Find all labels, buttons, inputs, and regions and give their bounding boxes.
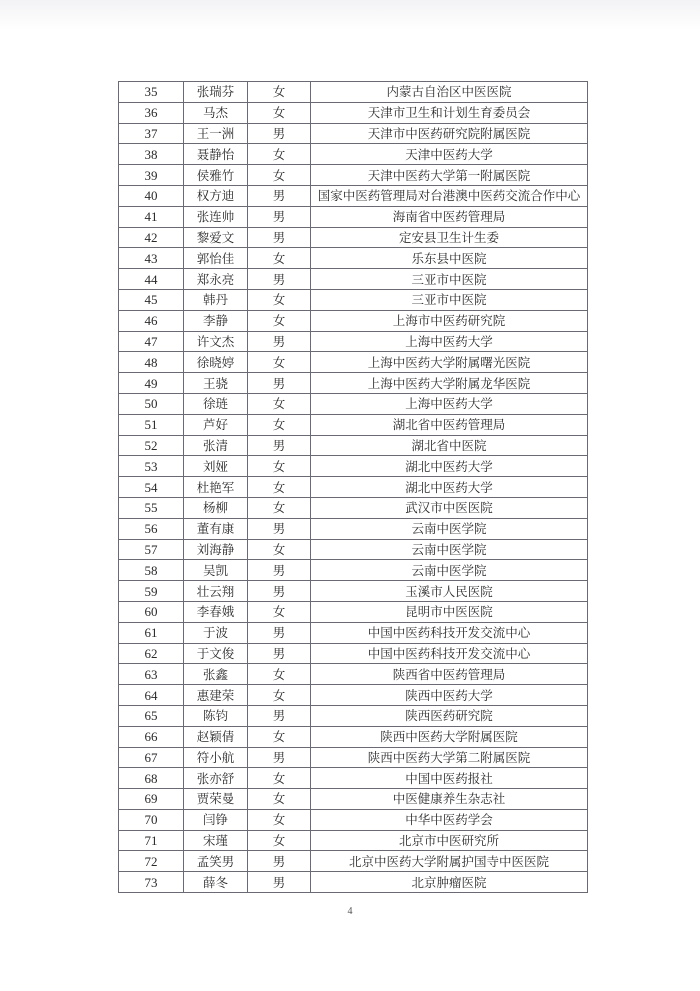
cell-name: 侯雅竹 [184,165,248,186]
cell-number: 71 [119,830,184,851]
table-row [119,331,588,352]
cell-name: 聂静怡 [184,144,248,165]
cell-organization: 三亚市中医院 [311,269,588,290]
cell-gender: 男 [248,123,311,144]
cell-gender: 女 [248,477,311,498]
cell-gender: 女 [248,497,311,518]
cell-number: 64 [119,685,184,706]
cell-name: 徐晓婷 [184,352,248,373]
cell-number: 66 [119,726,184,747]
cell-number: 56 [119,518,184,539]
cell-organization: 上海中医药大学 [311,393,588,414]
table-row [119,477,588,498]
cell-name: 陈钧 [184,705,248,726]
table-row [119,227,588,248]
cell-name: 张瑞芬 [184,82,248,103]
cell-organization: 三亚市中医院 [311,289,588,310]
cell-number: 44 [119,269,184,290]
cell-name: 权方迪 [184,185,248,206]
cell-gender: 男 [248,269,311,290]
cell-gender: 女 [248,289,311,310]
cell-gender: 女 [248,726,311,747]
cell-organization: 陕西中医药大学 [311,685,588,706]
cell-name: 于波 [184,622,248,643]
cell-organization: 武汉市中医医院 [311,497,588,518]
cell-organization: 北京市中医研究所 [311,830,588,851]
table-row [119,789,588,810]
cell-organization: 乐东县中医院 [311,248,588,269]
table-row [119,144,588,165]
table-row [119,539,588,560]
cell-gender: 男 [248,185,311,206]
cell-gender: 男 [248,851,311,872]
cell-organization: 湖北省中医院 [311,435,588,456]
cell-organization: 上海中医药大学 [311,331,588,352]
table-row [119,435,588,456]
cell-gender: 男 [248,747,311,768]
cell-name: 徐琏 [184,393,248,414]
cell-number: 58 [119,560,184,581]
cell-number: 65 [119,705,184,726]
cell-organization: 湖北省中医药管理局 [311,414,588,435]
cell-name: 李春娥 [184,601,248,622]
cell-number: 38 [119,144,184,165]
cell-name: 张鑫 [184,664,248,685]
cell-organization: 昆明市中医医院 [311,601,588,622]
scan-top-shade [0,0,700,30]
cell-gender: 男 [248,227,311,248]
cell-number: 57 [119,539,184,560]
cell-number: 39 [119,165,184,186]
cell-organization: 天津中医药大学第一附属医院 [311,165,588,186]
table-row [119,643,588,664]
table-row [119,726,588,747]
cell-name: 许文杰 [184,331,248,352]
cell-organization: 玉溪市人民医院 [311,581,588,602]
cell-gender: 女 [248,393,311,414]
cell-organization: 中华中医药学会 [311,809,588,830]
cell-organization: 北京中医药大学附属护国寺中医医院 [311,851,588,872]
cell-gender: 女 [248,539,311,560]
cell-number: 62 [119,643,184,664]
cell-name: 马杰 [184,102,248,123]
cell-number: 41 [119,206,184,227]
cell-organization: 湖北中医药大学 [311,456,588,477]
cell-number: 42 [119,227,184,248]
cell-organization: 上海中医药大学附属龙华医院 [311,373,588,394]
cell-gender: 男 [248,331,311,352]
table-row [119,830,588,851]
cell-gender: 女 [248,789,311,810]
cell-gender: 男 [248,373,311,394]
page-number: 4 [347,906,353,917]
table-row [119,289,588,310]
table-row [119,664,588,685]
cell-gender: 女 [248,248,311,269]
cell-number: 43 [119,248,184,269]
cell-name: 郑永亮 [184,269,248,290]
cell-organization: 内蒙古自治区中医医院 [311,82,588,103]
cell-organization: 云南中医学院 [311,539,588,560]
cell-organization: 陕西省中医药管理局 [311,664,588,685]
cell-number: 68 [119,768,184,789]
cell-number: 63 [119,664,184,685]
cell-gender: 女 [248,768,311,789]
cell-organization: 中国中医药科技开发交流中心 [311,622,588,643]
cell-number: 67 [119,747,184,768]
cell-gender: 女 [248,830,311,851]
cell-name: 李静 [184,310,248,331]
cell-name: 宋瑾 [184,830,248,851]
cell-organization: 上海中医药大学附属曙光医院 [311,352,588,373]
cell-number: 61 [119,622,184,643]
cell-name: 韩丹 [184,289,248,310]
cell-gender: 女 [248,414,311,435]
cell-gender: 男 [248,581,311,602]
cell-number: 45 [119,289,184,310]
cell-organization: 定安县卫生计生委 [311,227,588,248]
cell-name: 芦好 [184,414,248,435]
table-row [119,185,588,206]
cell-organization: 上海市中医药研究院 [311,310,588,331]
cell-gender: 女 [248,352,311,373]
table-row [119,601,588,622]
table-row [119,622,588,643]
table-row [119,872,588,893]
cell-name: 壮云翔 [184,581,248,602]
table-row [119,497,588,518]
table-row [119,705,588,726]
cell-name: 董有康 [184,518,248,539]
cell-organization: 中国中医药报社 [311,768,588,789]
table-row [119,851,588,872]
cell-number: 35 [119,82,184,103]
table-row [119,82,588,103]
cell-organization: 中医健康养生杂志社 [311,789,588,810]
cell-gender: 女 [248,144,311,165]
cell-gender: 男 [248,206,311,227]
cell-gender: 女 [248,809,311,830]
cell-organization: 陕西医药研究院 [311,705,588,726]
cell-name: 闫铮 [184,809,248,830]
table-row [119,352,588,373]
cell-organization: 天津市卫生和计划生育委员会 [311,102,588,123]
cell-number: 73 [119,872,184,893]
cell-name: 张清 [184,435,248,456]
cell-name: 孟笑男 [184,851,248,872]
table-row [119,518,588,539]
cell-name: 刘海静 [184,539,248,560]
cell-name: 薛冬 [184,872,248,893]
cell-name: 王骁 [184,373,248,394]
table-row [119,373,588,394]
cell-organization: 国家中医药管理局对台港澳中医药交流合作中心 [311,185,588,206]
table-row [119,393,588,414]
cell-gender: 男 [248,560,311,581]
table-row [119,206,588,227]
table-row [119,768,588,789]
cell-name: 贾荣曼 [184,789,248,810]
table-row [119,809,588,830]
cell-number: 60 [119,601,184,622]
cell-number: 54 [119,477,184,498]
cell-name: 张亦舒 [184,768,248,789]
cell-gender: 女 [248,664,311,685]
cell-number: 40 [119,185,184,206]
cell-gender: 女 [248,685,311,706]
cell-gender: 女 [248,82,311,103]
cell-gender: 男 [248,705,311,726]
table-row [119,269,588,290]
cell-name: 杨柳 [184,497,248,518]
cell-gender: 男 [248,643,311,664]
table-row [119,560,588,581]
cell-gender: 女 [248,165,311,186]
roster-table-body [119,82,588,893]
cell-number: 53 [119,456,184,477]
cell-organization: 中国中医药科技开发交流中心 [311,643,588,664]
cell-number: 59 [119,581,184,602]
table-row [119,310,588,331]
cell-number: 46 [119,310,184,331]
table-row [119,456,588,477]
cell-organization: 陕西中医药大学附属医院 [311,726,588,747]
cell-organization: 海南省中医药管理局 [311,206,588,227]
cell-organization: 天津中医药大学 [311,144,588,165]
table-row [119,102,588,123]
cell-gender: 女 [248,310,311,331]
cell-name: 王一洲 [184,123,248,144]
cell-number: 69 [119,789,184,810]
table-row [119,747,588,768]
cell-name: 符小航 [184,747,248,768]
cell-number: 47 [119,331,184,352]
table-row [119,165,588,186]
table-row [119,248,588,269]
cell-gender: 男 [248,622,311,643]
cell-number: 36 [119,102,184,123]
cell-number: 52 [119,435,184,456]
cell-gender: 男 [248,872,311,893]
cell-number: 51 [119,414,184,435]
cell-number: 72 [119,851,184,872]
cell-gender: 男 [248,518,311,539]
cell-name: 赵颖倩 [184,726,248,747]
cell-organization: 陕西中医药大学第二附属医院 [311,747,588,768]
cell-organization: 湖北中医药大学 [311,477,588,498]
cell-gender: 男 [248,435,311,456]
cell-number: 37 [119,123,184,144]
cell-organization: 北京肿瘤医院 [311,872,588,893]
cell-gender: 女 [248,601,311,622]
table-row [119,123,588,144]
cell-number: 50 [119,393,184,414]
cell-name: 惠建荣 [184,685,248,706]
cell-organization: 云南中医学院 [311,518,588,539]
cell-name: 杜艳军 [184,477,248,498]
cell-name: 吴凯 [184,560,248,581]
cell-organization: 天津市中医药研究院附属医院 [311,123,588,144]
cell-name: 张连帅 [184,206,248,227]
cell-organization: 云南中医学院 [311,560,588,581]
cell-number: 55 [119,497,184,518]
cell-name: 于文俊 [184,643,248,664]
cell-name: 郭怡佳 [184,248,248,269]
roster-table [118,81,588,893]
cell-number: 48 [119,352,184,373]
cell-number: 70 [119,809,184,830]
cell-number: 49 [119,373,184,394]
cell-name: 黎爱文 [184,227,248,248]
table-row [119,581,588,602]
cell-gender: 女 [248,456,311,477]
cell-gender: 女 [248,102,311,123]
table-row [119,414,588,435]
cell-name: 刘娅 [184,456,248,477]
table-row [119,685,588,706]
